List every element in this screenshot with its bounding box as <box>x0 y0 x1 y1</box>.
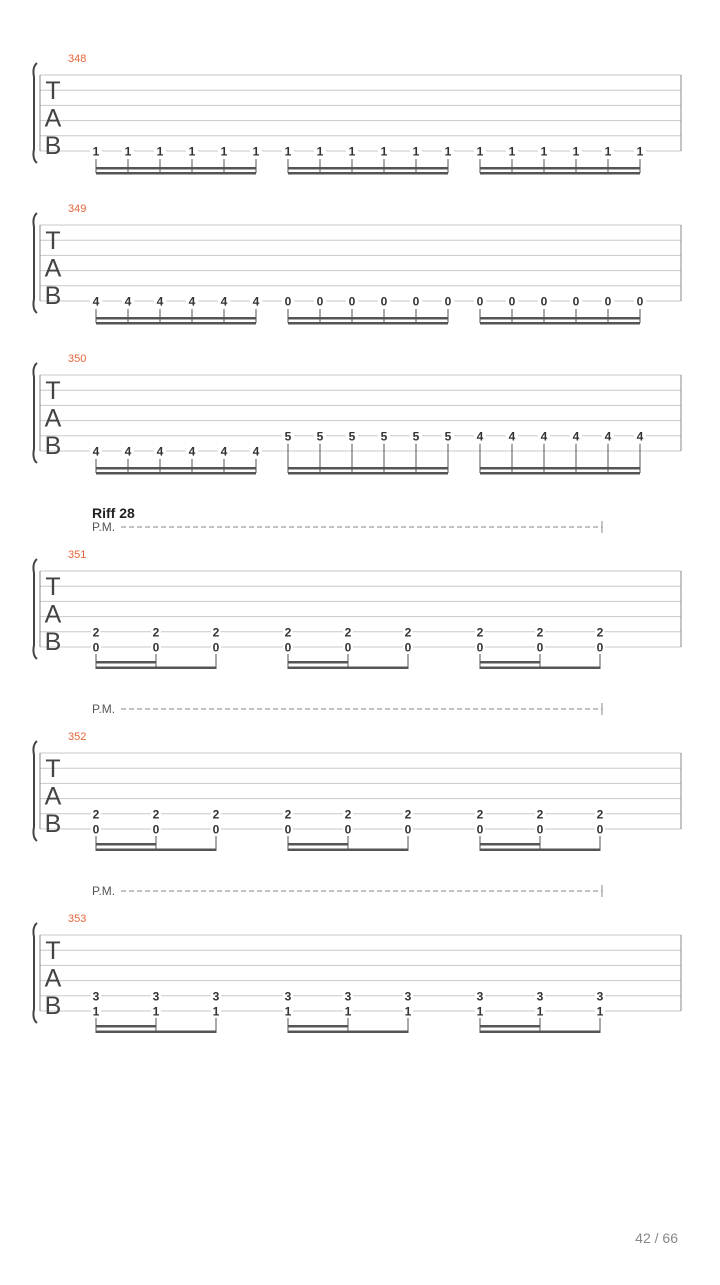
fret-number: 4 <box>220 444 228 459</box>
fret-number: 4 <box>604 429 612 444</box>
fret-number: 0 <box>412 294 420 309</box>
fret-number: 0 <box>92 822 100 837</box>
fret-number: 1 <box>476 144 484 159</box>
fret-number: 4 <box>92 444 100 459</box>
measure-348 <box>33 53 681 175</box>
beam-primary <box>288 317 448 320</box>
fret-number: 4 <box>252 444 260 459</box>
beam-secondary <box>480 843 540 846</box>
tab-letter-t: T <box>45 77 61 105</box>
measure-351 <box>33 505 681 669</box>
riff-label: Riff 28 <box>92 505 135 521</box>
fret-number: 0 <box>344 640 352 655</box>
fret-number: 2 <box>212 807 220 822</box>
beam-primary <box>480 167 640 170</box>
beam-secondary <box>96 472 256 475</box>
fret-number: 1 <box>284 1004 292 1019</box>
fret-number: 0 <box>348 294 356 309</box>
staff-brace <box>33 213 37 313</box>
staff-brace <box>33 741 37 841</box>
fret-number: 0 <box>152 822 160 837</box>
beam-secondary <box>288 322 448 325</box>
beam-primary <box>288 167 448 170</box>
fret-number: 1 <box>316 144 324 159</box>
staff-brace <box>33 63 37 163</box>
beam-secondary <box>480 472 640 475</box>
tab-letter-a: A <box>44 254 62 283</box>
fret-number: 3 <box>284 989 292 1004</box>
fret-number: 0 <box>284 822 292 837</box>
fret-number: 0 <box>152 640 160 655</box>
fret-number: 1 <box>152 1004 160 1019</box>
fret-number: 2 <box>404 807 412 822</box>
tab-letter-b: B <box>44 282 62 310</box>
tab-letter-t: T <box>45 755 61 783</box>
fret-number: 2 <box>92 807 100 822</box>
fret-number: 1 <box>124 144 132 159</box>
fret-number: 1 <box>188 144 196 159</box>
fret-number: 2 <box>344 625 352 640</box>
fret-number: 0 <box>344 822 352 837</box>
beam-secondary <box>480 322 640 325</box>
fret-number: 0 <box>476 640 484 655</box>
tab-letter-a: A <box>44 104 62 133</box>
beam-primary <box>288 849 408 852</box>
beam-primary <box>480 467 640 470</box>
measure-number: 348 <box>68 53 87 65</box>
fret-number: 1 <box>604 144 612 159</box>
fret-number: 5 <box>412 429 420 444</box>
fret-number: 0 <box>596 822 604 837</box>
fret-number: 2 <box>596 807 604 822</box>
fret-number: 1 <box>212 1004 220 1019</box>
fret-number: 0 <box>604 294 612 309</box>
beam-primary <box>96 467 256 470</box>
fret-number: 0 <box>212 640 220 655</box>
beam-primary <box>288 467 448 470</box>
tab-letter-t: T <box>45 573 61 601</box>
fret-number: 2 <box>596 625 604 640</box>
tab-letter-t: T <box>45 937 61 965</box>
fret-number: 0 <box>444 294 452 309</box>
fret-number: 2 <box>536 625 544 640</box>
tab-letter-b: B <box>44 132 62 160</box>
staff-brace <box>33 363 37 463</box>
fret-number: 0 <box>380 294 388 309</box>
fret-number: 1 <box>508 144 516 159</box>
beam-secondary <box>288 661 348 664</box>
fret-number: 3 <box>404 989 412 1004</box>
fret-number: 1 <box>540 144 548 159</box>
fret-number: 2 <box>212 625 220 640</box>
beam-primary <box>480 667 600 670</box>
fret-number: 3 <box>536 989 544 1004</box>
tab-letter-t: T <box>45 227 61 255</box>
fret-number: 4 <box>92 294 100 309</box>
fret-number: 4 <box>476 429 484 444</box>
fret-number: 0 <box>476 822 484 837</box>
fret-number: 3 <box>476 989 484 1004</box>
beam-secondary <box>480 1025 540 1028</box>
beam-primary <box>480 317 640 320</box>
fret-number: 0 <box>540 294 548 309</box>
fret-number: 4 <box>220 294 228 309</box>
fret-number: 3 <box>152 989 160 1004</box>
fret-number: 4 <box>636 429 644 444</box>
beam-primary <box>96 317 256 320</box>
fret-number: 1 <box>344 1004 352 1019</box>
fret-number: 1 <box>412 144 420 159</box>
fret-number: 3 <box>344 989 352 1004</box>
fret-number: 1 <box>252 144 260 159</box>
fret-number: 1 <box>572 144 580 159</box>
tab-letter-a: A <box>44 964 62 993</box>
beam-primary <box>96 167 256 170</box>
fret-number: 0 <box>404 822 412 837</box>
tab-letter-t: T <box>45 377 61 405</box>
fret-number: 1 <box>380 144 388 159</box>
fret-number: 0 <box>536 640 544 655</box>
beam-secondary <box>288 472 448 475</box>
fret-number: 1 <box>92 1004 100 1019</box>
beam-secondary <box>96 1025 156 1028</box>
fret-number: 4 <box>188 294 196 309</box>
fret-number: 5 <box>380 429 388 444</box>
beam-secondary <box>96 322 256 325</box>
palm-mute-label: P.M. <box>92 884 116 898</box>
fret-number: 3 <box>212 989 220 1004</box>
fret-number: 1 <box>536 1004 544 1019</box>
fret-number: 0 <box>92 640 100 655</box>
palm-mute-label: P.M. <box>92 702 116 716</box>
fret-number: 0 <box>476 294 484 309</box>
tab-letter-b: B <box>44 810 62 838</box>
fret-number: 1 <box>284 144 292 159</box>
fret-number: 2 <box>284 625 292 640</box>
fret-number: 0 <box>284 294 292 309</box>
palm-mute-label: P.M. <box>92 520 116 534</box>
fret-number: 0 <box>404 640 412 655</box>
fret-number: 3 <box>596 989 604 1004</box>
fret-number: 2 <box>152 625 160 640</box>
measure-number: 351 <box>68 549 87 561</box>
fret-number: 1 <box>444 144 452 159</box>
measure-number: 349 <box>68 203 87 215</box>
beam-secondary <box>96 661 156 664</box>
beam-secondary <box>96 172 256 175</box>
fret-number: 0 <box>636 294 644 309</box>
fret-number: 0 <box>572 294 580 309</box>
fret-number: 4 <box>156 444 164 459</box>
fret-number: 4 <box>156 294 164 309</box>
beam-primary <box>480 849 600 852</box>
fret-number: 4 <box>124 294 132 309</box>
measure-350 <box>33 353 681 475</box>
fret-number: 2 <box>476 807 484 822</box>
fret-number: 2 <box>152 807 160 822</box>
fret-number: 1 <box>156 144 164 159</box>
fret-number: 2 <box>92 625 100 640</box>
fret-number: 0 <box>316 294 324 309</box>
measure-number: 350 <box>68 353 87 365</box>
page-indicator: 42 / 66 <box>635 1230 678 1246</box>
fret-number: 3 <box>92 989 100 1004</box>
beam-secondary <box>288 172 448 175</box>
beam-secondary <box>480 172 640 175</box>
beam-primary <box>288 667 408 670</box>
fret-number: 4 <box>572 429 580 444</box>
beam-primary <box>96 667 216 670</box>
staff-brace <box>33 923 37 1023</box>
measure-349 <box>33 203 681 325</box>
fret-number: 2 <box>344 807 352 822</box>
beam-secondary <box>480 661 540 664</box>
tab-letter-a: A <box>44 404 62 433</box>
fret-number: 5 <box>444 429 452 444</box>
fret-number: 4 <box>508 429 516 444</box>
fret-number: 1 <box>348 144 356 159</box>
fret-number: 1 <box>636 144 644 159</box>
beam-primary <box>96 1031 216 1034</box>
beam-secondary <box>288 843 348 846</box>
fret-number: 4 <box>252 294 260 309</box>
beam-secondary <box>96 843 156 846</box>
beam-primary <box>480 1031 600 1034</box>
fret-number: 1 <box>92 144 100 159</box>
measure-353 <box>33 884 681 1033</box>
fret-number: 0 <box>596 640 604 655</box>
fret-number: 1 <box>476 1004 484 1019</box>
fret-number: 0 <box>536 822 544 837</box>
beam-secondary <box>288 1025 348 1028</box>
fret-number: 2 <box>536 807 544 822</box>
fret-number: 4 <box>188 444 196 459</box>
tab-letter-b: B <box>44 432 62 460</box>
beam-primary <box>288 1031 408 1034</box>
staff-brace <box>33 559 37 659</box>
fret-number: 2 <box>404 625 412 640</box>
measure-number: 353 <box>68 913 87 925</box>
measure-352 <box>33 702 681 851</box>
fret-number: 5 <box>348 429 356 444</box>
measure-number: 352 <box>68 731 87 743</box>
tab-letter-b: B <box>44 992 62 1020</box>
fret-number: 5 <box>316 429 324 444</box>
fret-number: 4 <box>540 429 548 444</box>
fret-number: 4 <box>124 444 132 459</box>
fret-number: 5 <box>284 429 292 444</box>
fret-number: 2 <box>284 807 292 822</box>
tab-letter-a: A <box>44 782 62 811</box>
fret-number: 0 <box>284 640 292 655</box>
tab-letter-a: A <box>44 600 62 629</box>
fret-number: 0 <box>508 294 516 309</box>
tab-letter-b: B <box>44 628 62 656</box>
beam-primary <box>96 849 216 852</box>
fret-number: 1 <box>596 1004 604 1019</box>
fret-number: 1 <box>404 1004 412 1019</box>
fret-number: 1 <box>220 144 228 159</box>
fret-number: 0 <box>212 822 220 837</box>
fret-number: 2 <box>476 625 484 640</box>
